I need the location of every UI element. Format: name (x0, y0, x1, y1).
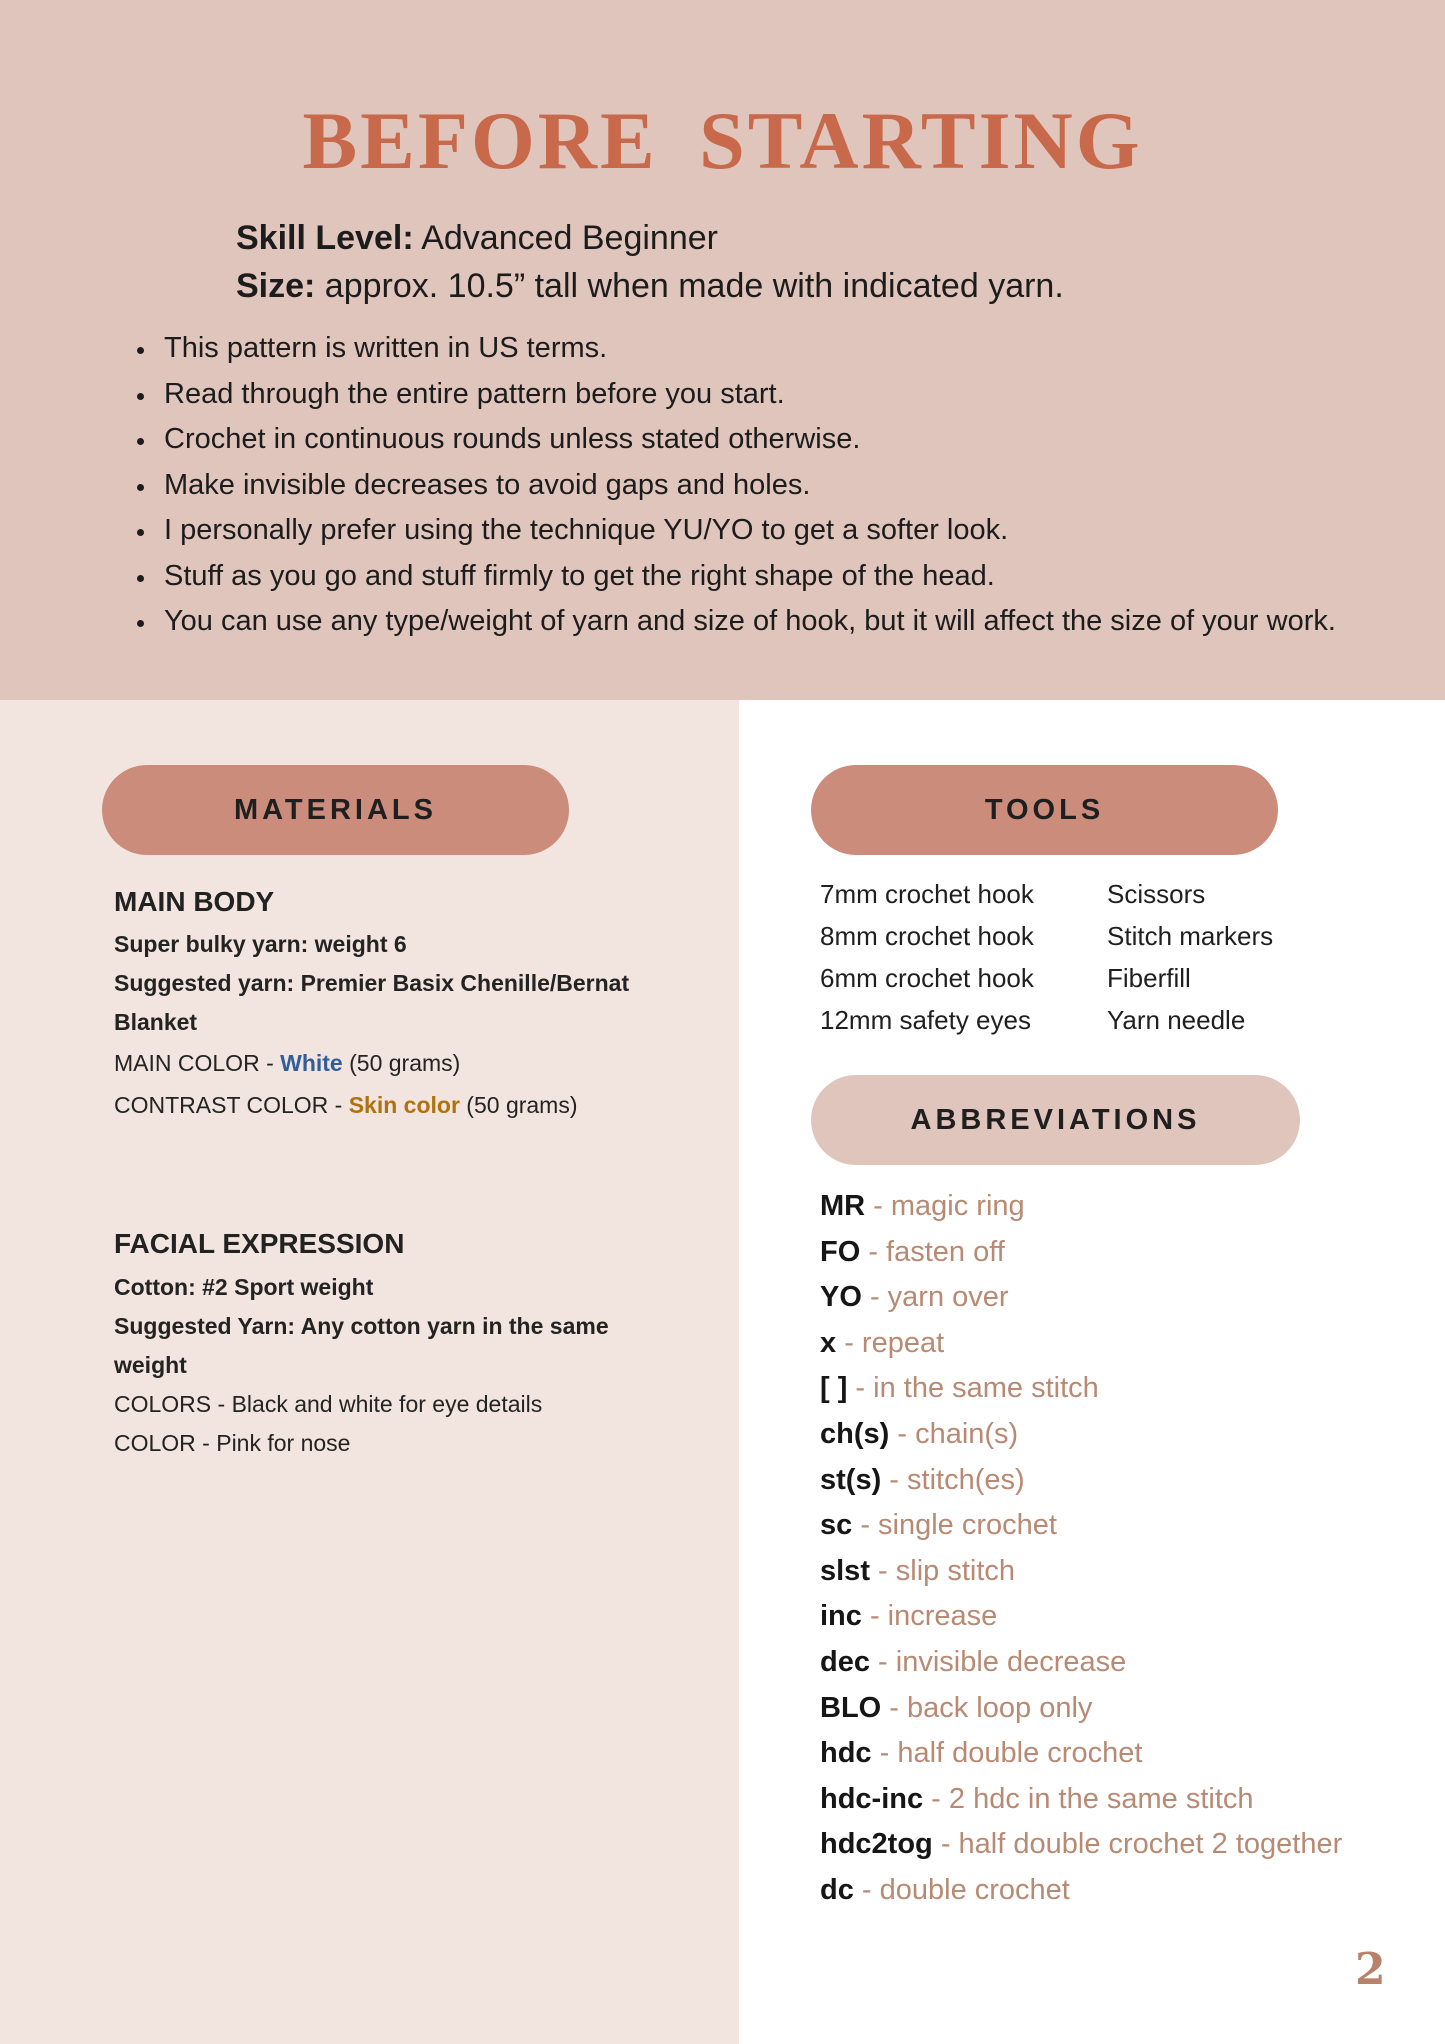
tools-col-1 (820, 873, 1034, 1041)
abbr-value: - 2 hdc in the same stitch (923, 1782, 1254, 1815)
abbr-item (820, 1731, 1342, 1777)
abbr-item (820, 1594, 1342, 1640)
tool-item: Scissors (1107, 879, 1206, 909)
abbr-key: [ ] (820, 1372, 848, 1405)
abbr-value: - invisible decrease (869, 1645, 1127, 1678)
tools-pill: TOOLS (811, 765, 1278, 855)
abbr-item (820, 1275, 1342, 1321)
note-item: This pattern is written in US terms. (133, 326, 1336, 372)
suggested-yarn-line2: Blanket (114, 1009, 198, 1035)
abbr-item (820, 1686, 1342, 1732)
notes-list (133, 326, 1336, 645)
abbr-value: - yarn over (861, 1281, 1009, 1314)
main-color-prefix: MAIN COLOR - (114, 1050, 281, 1076)
materials-pill: MATERIALS (102, 765, 569, 855)
note-item: You can use any type/weight of yarn and size of hook, but it will affect the size of your work. (133, 599, 1336, 645)
abbr-value: - repeat (836, 1326, 945, 1359)
note-item: I personally prefer using the technique YU/YO to get a softer look. (133, 508, 1336, 554)
abbr-value: - stitch(es) (881, 1463, 1025, 1496)
contrast-suffix: (50 grams) (459, 1092, 578, 1118)
abbr-value: - back loop only (881, 1691, 1093, 1724)
abbr-key: sc (820, 1509, 853, 1542)
abbr-key: dc (820, 1873, 854, 1906)
note-item: Stuff as you go and stuff firmly to get the right shape of the head. (133, 554, 1336, 600)
main-color-suffix: (50 grams) (342, 1050, 461, 1076)
tools-col-2 (1107, 873, 1273, 1041)
abbr-value: - single crochet (852, 1509, 1057, 1542)
abbr-value: - magic ring (865, 1190, 1025, 1222)
abbr-key: ch(s) (820, 1417, 890, 1450)
size-label: Size: (236, 267, 316, 305)
abbr-key: hdc2tog (820, 1828, 933, 1861)
main-body-heading: MAIN BODY (114, 886, 275, 917)
abbr-item (820, 1868, 1342, 1914)
abbreviations-list (820, 1184, 1342, 1914)
page-title: BEFORE STARTING (302, 95, 1143, 186)
yarn-weight: Super bulky yarn: weight 6 (114, 931, 407, 957)
tool-item: 6mm crochet hook (820, 963, 1034, 993)
abbr-key: BLO (820, 1691, 882, 1724)
abbr-item (820, 1822, 1342, 1868)
tool-item: 8mm crochet hook (820, 921, 1034, 951)
abbr-value: - fasten off (860, 1235, 1005, 1268)
main-color (114, 1044, 629, 1083)
abbr-key: hdc (820, 1737, 872, 1770)
abbr-item (820, 1549, 1342, 1595)
abbr-key: inc (820, 1600, 862, 1633)
size-value: approx. 10.5” tall when made with indicated yarn. (315, 267, 1064, 305)
nose-color: COLOR - Pink for nose (114, 1430, 351, 1456)
abbr-item (820, 1184, 1342, 1230)
abbreviations-pill: ABBREVIATIONS (811, 1075, 1300, 1165)
abbr-value: - double crochet (853, 1873, 1070, 1906)
abbr-value: - chain(s) (889, 1417, 1019, 1450)
facial-suggested-line1: Suggested Yarn: Any cotton yarn in the same (114, 1313, 609, 1339)
abbr-item (820, 1321, 1342, 1367)
abbr-key: FO (820, 1235, 861, 1268)
abbr-key: hdc-inc (820, 1782, 924, 1815)
abbr-item (820, 1503, 1342, 1549)
abbr-value: - slip stitch (869, 1554, 1016, 1587)
abbr-value: - half double crochet 2 together (932, 1828, 1343, 1861)
abbr-key: MR (820, 1190, 866, 1222)
abbr-value: - increase (861, 1600, 998, 1633)
skill-value: Advanced Beginner (413, 219, 718, 257)
facial-details (114, 1268, 609, 1463)
abbr-item (820, 1777, 1342, 1823)
main-body-details (114, 925, 629, 1125)
abbr-value: - in the same stitch (847, 1372, 1099, 1405)
tool-item: Stitch markers (1107, 921, 1274, 951)
abbr-item (820, 1412, 1342, 1458)
note-item: Make invisible decreases to avoid gaps and holes. (133, 463, 1336, 509)
size-info (236, 262, 1064, 310)
skill-label: Skill Level: (236, 219, 414, 257)
tool-item: Fiberfill (1107, 963, 1191, 993)
note-item: Crochet in continuous rounds unless stated otherwise. (133, 417, 1336, 463)
abbr-item (820, 1458, 1342, 1504)
note-item: Read through the entire pattern before you start. (133, 372, 1336, 418)
abbr-item (820, 1230, 1342, 1276)
contrast-color (114, 1086, 629, 1125)
facial-heading: FACIAL EXPRESSION (114, 1228, 405, 1259)
abbr-key: YO (820, 1281, 862, 1314)
abbr-key: dec (820, 1645, 870, 1678)
abbr-value: - half double crochet (871, 1737, 1143, 1770)
abbr-key: x (820, 1326, 837, 1359)
skill-level (236, 214, 1064, 262)
pattern-meta (236, 214, 1064, 310)
page-number: 2 (1355, 1944, 1386, 1995)
tool-item: 7mm crochet hook (820, 879, 1034, 909)
cotton-weight: Cotton: #2 Sport weight (114, 1274, 374, 1300)
abbr-key: st(s) (820, 1463, 882, 1496)
suggested-yarn-line1: Suggested yarn: Premier Basix Chenille/Bernat (114, 970, 630, 996)
abbr-item (820, 1366, 1342, 1412)
main-color-name: White (280, 1050, 343, 1076)
facial-suggested-line2: weight (114, 1352, 187, 1378)
contrast-name: Skin color (348, 1092, 460, 1118)
contrast-prefix: CONTRAST COLOR - (114, 1092, 349, 1118)
abbr-key: slst (820, 1554, 870, 1587)
tool-item: Yarn needle (1107, 1005, 1246, 1035)
tool-item: 12mm safety eyes (820, 1005, 1031, 1035)
eye-colors: COLORS - Black and white for eye details (114, 1391, 543, 1417)
header-section (0, 0, 1445, 700)
abbr-item (820, 1640, 1342, 1686)
